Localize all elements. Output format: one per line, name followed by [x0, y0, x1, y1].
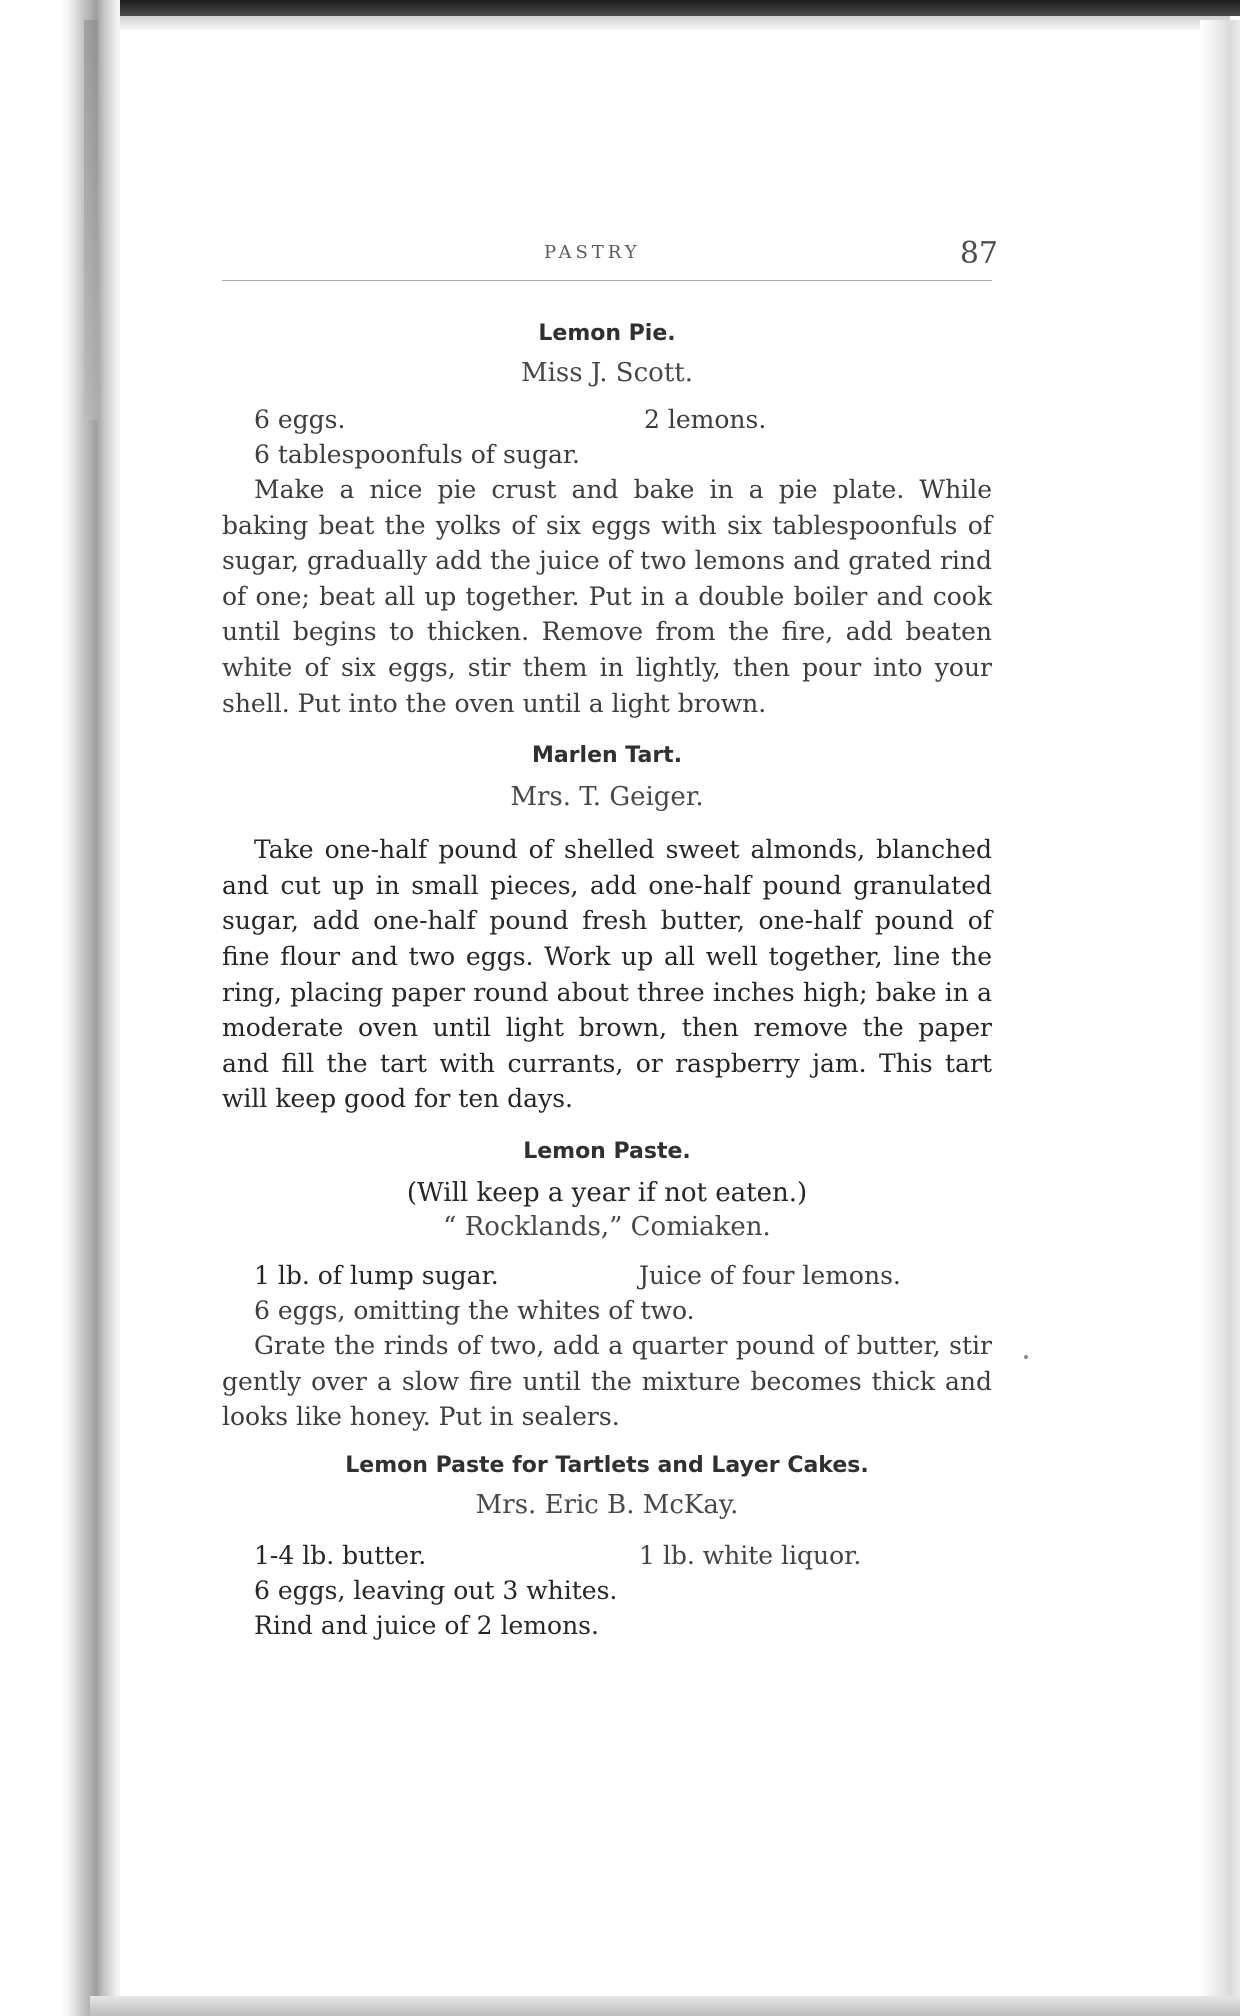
recipe-byline: Mrs. T. Geiger. [510, 782, 704, 813]
ingredient-row [222, 1293, 992, 1328]
recipe-note: (Will keep a year if not eaten.) [406, 1177, 808, 1208]
recipe-byline: “ Rocklands,” Comiaken. [443, 1211, 771, 1242]
running-title: PASTRY [544, 242, 641, 263]
ingredient: 1 lb. of lump sugar. [254, 1260, 499, 1290]
recipe-title: Marlen Tart. [531, 743, 683, 769]
recipe-title: Lemon Paste. [523, 1138, 691, 1164]
ingredient-row [222, 1573, 992, 1608]
recipe-method: Take one-half pound of shelled sweet almonds, blanched and cut up in small pieces, add one-half pound granulated sugar, add one-half pound fresh butter, one-half pound of fine flour and two eggs. Work up all well together, line the ring, placing paper round about three inches high; bake in a moderate oven until light brown, then remove the paper and fill the tart with currants, or raspberry jam. This tart will keep good for ten days. [222, 835, 992, 1114]
ingredient-list [222, 402, 992, 472]
book-spine-gutter [0, 0, 120, 2016]
ingredient: 6 tablespoonfuls of sugar. [254, 440, 581, 469]
page-right-edge [1200, 20, 1240, 2016]
recipe-lemon-paste-tartlets [222, 1453, 992, 1643]
ingredient: 1 lb. white liquor. [639, 1540, 862, 1570]
recipe-method: Grate the rinds of two, add a quarter pound of butter, stir gently over a slow fire until the mixture becomes thick and looks like honey. Put in sealers. [222, 1330, 992, 1432]
scan-top-border [0, 0, 1240, 16]
recipe-lemon-paste [222, 1139, 992, 1435]
page-number: 87 [959, 236, 998, 271]
ingredient: Juice of four lemons. [639, 1260, 901, 1290]
ingredient: 6 eggs, leaving out 3 whites. [254, 1575, 618, 1605]
recipe-byline: Miss J. Scott. [520, 358, 693, 388]
paper-speck [1024, 1355, 1028, 1359]
book-page [222, 236, 998, 1643]
ingredient-row [222, 437, 992, 472]
recipe-lemon-pie [222, 321, 992, 721]
page-top-shadow [90, 16, 1230, 30]
recipe-method: Make a nice pie crust and bake in a pie plate. While baking beat the yolks of six eggs with six tablespoonfuls of sugar, gradually add the juice of two lemons and grated rind of one; beat all up together. Put in a double boiler and cook until begins to thicken. Remove from the fire, add beaten white of six eggs, stir them in lightly, then pour into your shell. Put into the oven until a light brown. [222, 475, 992, 718]
ingredient: 1-4 lb. butter. [254, 1540, 427, 1570]
ingredient: 6 eggs. [254, 405, 346, 434]
ingredient: 2 lemons. [644, 405, 767, 434]
ingredient-row [222, 1608, 992, 1643]
running-header [222, 236, 998, 281]
recipe-title: Lemon Paste for Tartlets and Layer Cakes. [345, 1452, 869, 1478]
page-bottom-shadow [90, 1996, 1240, 2016]
ingredient-list [222, 1258, 992, 1328]
ingredient-row [222, 1258, 992, 1293]
ingredient: 6 eggs, omitting the whites of two. [254, 1295, 695, 1325]
gutter-shadow [84, 20, 98, 420]
recipe-marlen-tart [222, 743, 992, 1117]
ingredient-row [222, 1538, 992, 1573]
ingredient-list [222, 1538, 992, 1643]
ingredient-row [222, 402, 992, 437]
recipe-title: Lemon Pie. [538, 321, 676, 346]
ingredient: Rind and juice of 2 lemons. [254, 1610, 599, 1640]
recipe-byline: Mrs. Eric B. McKay. [475, 1489, 739, 1520]
